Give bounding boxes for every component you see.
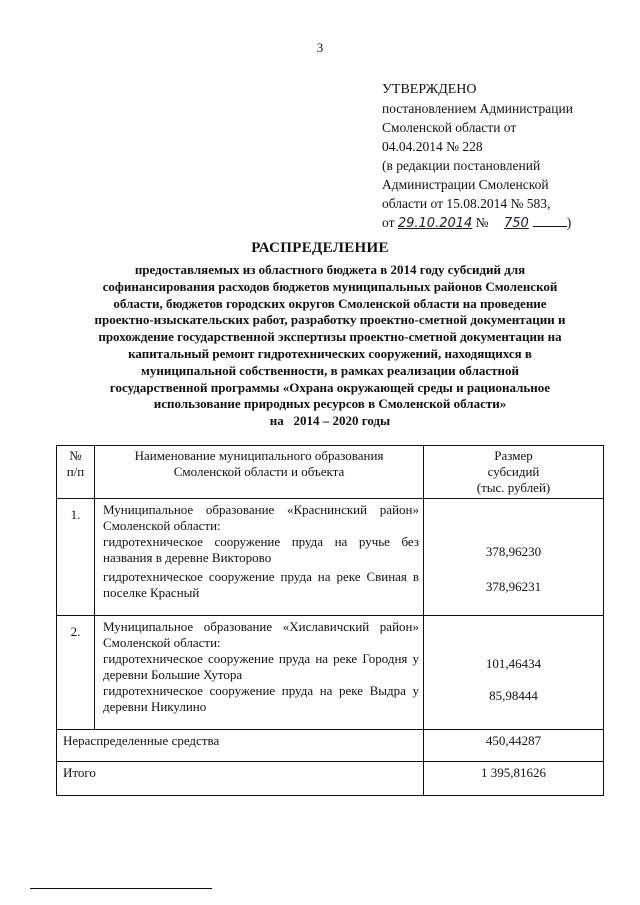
row-amounts: [424, 616, 604, 730]
row-description: [95, 499, 424, 616]
object-name: гидротехническое сооружение пруда на ручье без названия в деревне Викторово: [103, 534, 419, 565]
subtitle-line: предоставляемых из областного бюджета в 2014 году субсидий для: [134, 262, 526, 277]
header-name-line: Наименование муниципального образования: [134, 448, 384, 463]
object-amount: 378,96231: [485, 579, 542, 594]
approval-last-line: [382, 213, 622, 233]
subtitle-line: государственной программы «Охрана окружающей среды и рациональное: [109, 379, 551, 395]
subtitle-line: области, бюджетов городских округов Смоленской области на проведение: [113, 295, 547, 311]
unallocated-amount: 450,44287: [424, 730, 604, 762]
handwritten-date: 29.10.2014: [397, 216, 473, 231]
approval-stamp: [382, 80, 622, 233]
unallocated-label: Нераспределенные средства: [57, 730, 424, 762]
header-sum-line: Размер: [494, 448, 533, 463]
document-subtitle: [60, 262, 600, 430]
subtitle-line: муниципальной собственности, в рамках реализации областной: [140, 362, 519, 378]
object-amount: 378,96230: [485, 544, 542, 559]
approval-line: (в редакции постановлений: [382, 158, 541, 173]
municipality-name: Муниципальное образование «Краснинский район» Смоленской области:: [103, 502, 419, 533]
number-sign: №: [475, 215, 489, 230]
header-name: [95, 446, 424, 499]
unallocated-row: [57, 730, 604, 762]
header-num: [57, 446, 95, 499]
row-number: 2.: [57, 616, 95, 730]
handwritten-number: 750: [503, 216, 529, 231]
footnote-divider: [30, 888, 212, 889]
object-name: гидротехническое сооружение пруда на реке Свиная в поселке Красный: [103, 569, 419, 600]
approval-line: Смоленской области от: [382, 120, 517, 135]
total-row: [57, 762, 604, 796]
subtitle-line: на 2014 – 2020 годы: [269, 413, 391, 429]
table-row: [57, 499, 604, 616]
total-amount: 1 395,81626: [424, 762, 604, 796]
municipality-name: Муниципальное образование «Хиславичский район» Смоленской области:: [103, 619, 419, 650]
approval-heading: УТВЕРЖДЕНО: [382, 82, 477, 97]
table-row: [57, 616, 604, 730]
object-name: гидротехническое сооружение пруда на реке Выдра у деревни Никулино: [103, 683, 419, 714]
page-number: 3: [316, 40, 324, 55]
subtitle-line: прохождение государственной экспертизы проектно-сметной документации на: [98, 329, 562, 345]
number-underline: [533, 226, 567, 227]
approval-prefix: от: [382, 215, 395, 230]
header-sum-line: субсидий: [487, 464, 540, 479]
approval-line: 04.04.2014 № 228: [382, 139, 483, 154]
header-name-line: Смоленской области и объекта: [173, 464, 345, 479]
approval-line: Администрации Смоленской: [382, 177, 549, 192]
approval-line: области от 15.08.2014 № 583,: [382, 196, 551, 211]
header-num-line: п/п: [66, 464, 85, 479]
subsidy-table: [56, 445, 604, 796]
object-amount: 101,46434: [485, 656, 542, 671]
row-description: [95, 616, 424, 730]
row-number: 1.: [57, 499, 95, 616]
header-sum-line: (тыс. рублей): [476, 480, 551, 495]
approval-line: постановлением Администрации: [382, 101, 573, 116]
subtitle-line: софинансирования расходов бюджетов муниципальных районов Смоленской: [102, 278, 558, 294]
subtitle-line: капитальный ремонт гидротехнических сооружений, находящихся в: [128, 345, 532, 361]
header-num-line: №: [69, 448, 82, 463]
closing-paren: ): [566, 215, 572, 230]
row-amounts: [424, 499, 604, 616]
table-header-row: [57, 446, 604, 499]
subtitle-line: проектно-изыскательских работ, разработку проектно-сметной документации и: [94, 312, 566, 328]
header-sum: [424, 446, 604, 499]
document-title: РАСПРЕДЕЛЕНИЕ: [251, 240, 389, 256]
total-label: Итого: [57, 762, 424, 796]
subtitle-line: использование природных ресурсов в Смоленской области»: [153, 396, 507, 412]
object-name: гидротехническое сооружение пруда на реке Городня у деревни Большие Хутора: [103, 651, 419, 682]
object-amount: 85,98444: [489, 688, 538, 703]
